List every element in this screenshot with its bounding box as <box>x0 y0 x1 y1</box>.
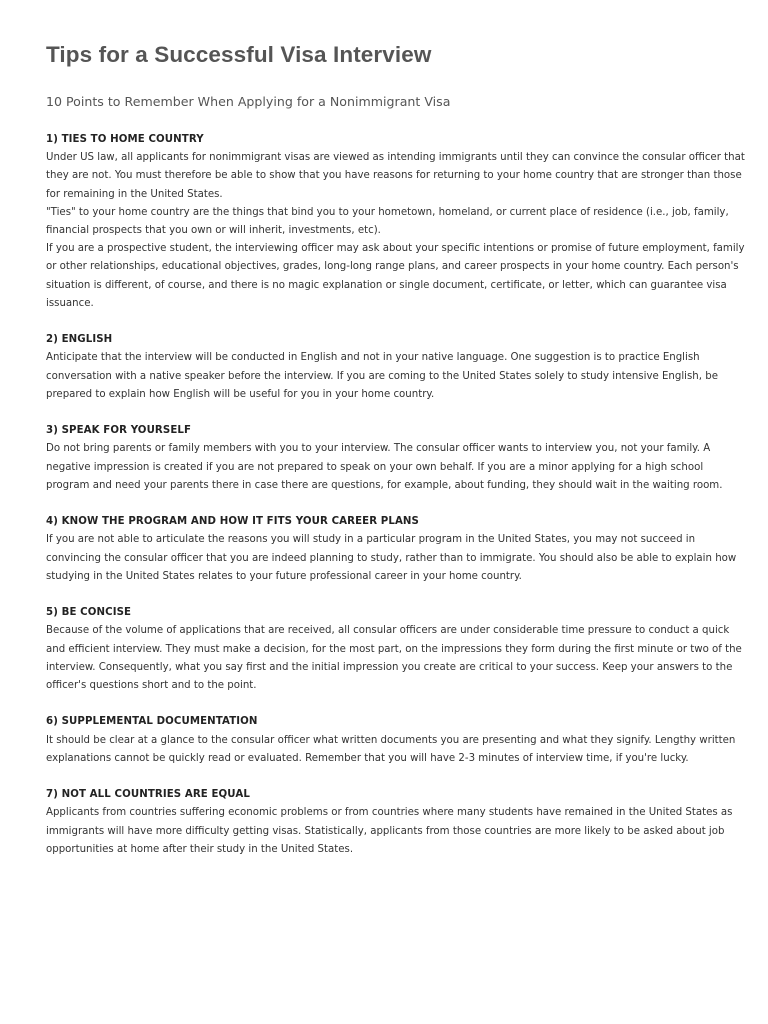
section-paragraph: It should be clear at a glance to the consular officer what written documents you are presenting and what they signify. Lengthy written explanations cannot be quickly read or evaluated. Remember that you will have 2-3 minutes of interview time, if you're lucky. <box>46 734 736 764</box>
page-subtitle: 10 Points to Remember When Applying for a Nonimmigrant Visa <box>46 94 451 109</box>
section-paragraph: Because of the volume of applications that are received, all consular officers are under considerable time pressure to conduct a quick and efficient interview. They must make a decision, for the most part, on the impressions they form during the first minute or two of the interview. Consequently, what you say first and the initial impression you create are critical to your success. Keep your answers to the officer's questions short and to the point. <box>46 625 742 691</box>
section <box>46 604 746 695</box>
section-paragraph: "Ties" to your home country are the things that bind you to your hometown, homeland, or current place of residence (i.e., job, family, financial prospects that you own or will inherit, investments, etc). <box>46 206 729 236</box>
section-heading: 6) SUPPLEMENTAL DOCUMENTATION <box>46 716 258 728</box>
section <box>46 786 746 859</box>
section-paragraph: Do not bring parents or family members with you to your interview. The consular officer wants to interview you, not your family. A negative impression is created if you are not prepared to speak on your own behalf. If you are a minor applying for a high school program and need your parents there in case there are questions, for example, about funding, they should wait in the waiting room. <box>46 443 723 491</box>
section-paragraph: Applicants from countries suffering economic problems or from countries where many students have remained in the United States as immigrants will have more difficulty getting visas. Statistically, applicants from those countries are more likely to be asked about job opportunities at home after their study in the United States. <box>46 807 733 855</box>
section <box>46 131 746 313</box>
section <box>46 331 746 404</box>
section-paragraph: If you are not able to articulate the reasons you will study in a particular program in the United States, you may not succeed in convincing the consular officer that you are indeed planning to study, rather than to immigrate. You should also be able to explain how studying in the United States relates to your future professional career in your home country. <box>46 534 737 582</box>
page-title: Tips for a Successful Visa Interview <box>46 42 432 67</box>
section <box>46 713 746 768</box>
section-paragraph: Under US law, all applicants for nonimmigrant visas are viewed as intending immigrants until they can convince the consular officer that they are not. You must therefore be able to show that you have reasons for returning to your home country that are stronger than those for remaining in the United States. <box>46 152 745 200</box>
section-paragraph: If you are a prospective student, the interviewing officer may ask about your specific intentions or promise of future employment, family or other relationships, educational objectives, grades, long-long range plans, and career prospects in your home country. Each person's situation is different, of course, and there is no magic explanation or single document, certificate, or letter, which can guarantee visa issuance. <box>46 243 745 309</box>
section <box>46 513 746 586</box>
section-heading: 5) BE CONCISE <box>46 607 132 619</box>
section-heading: 2) ENGLISH <box>46 334 113 346</box>
section-heading: 1) TIES TO HOME COUNTRY <box>46 134 204 145</box>
section-heading: 7) NOT ALL COUNTRIES ARE EQUAL <box>46 789 250 801</box>
section-heading: 4) KNOW THE PROGRAM AND HOW IT FITS YOUR CAREER PLANS <box>46 516 419 528</box>
section <box>46 422 746 495</box>
section-heading: 3) SPEAK FOR YOURSELF <box>46 425 192 437</box>
section-paragraph: Anticipate that the interview will be conducted in English and not in your native language. One suggestion is to practice English conversation with a native speaker before the interview. If you are coming to the United States solely to study intensive English, be prepared to explain how English will be useful for you in your home country. <box>46 352 718 400</box>
sections-list <box>46 131 746 877</box>
